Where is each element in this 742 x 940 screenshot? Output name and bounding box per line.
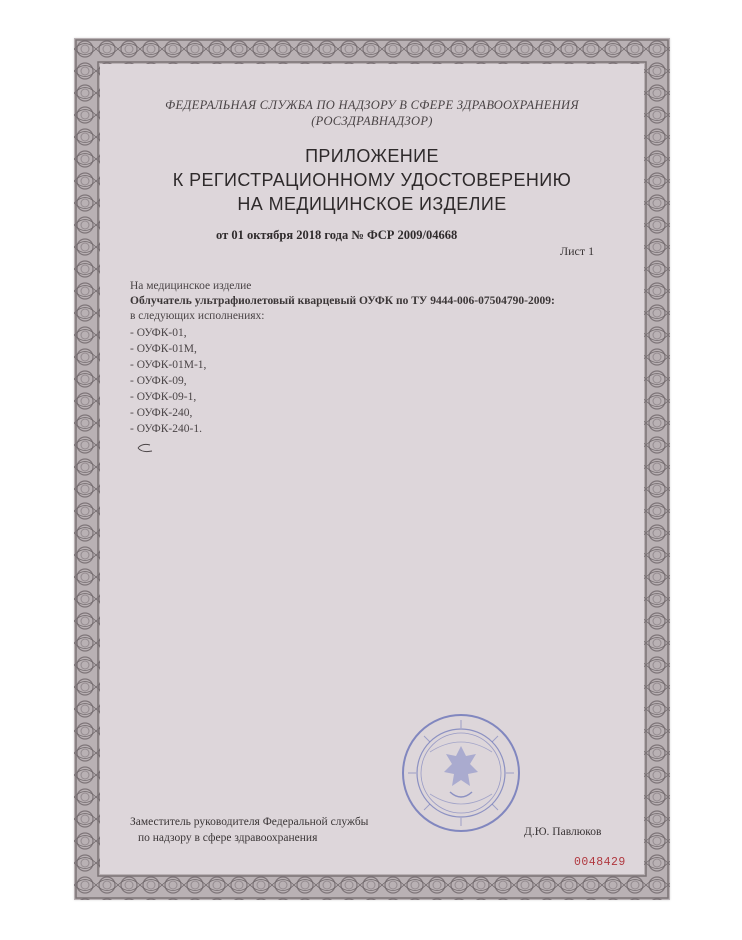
body-intro: На медицинское изделие [130, 280, 252, 292]
list-item: - ОУФК-01М, [130, 343, 197, 355]
certificate-sheet [74, 38, 670, 900]
document-subtitle-2: НА МЕДИЦИНСКОЕ ИЗДЕЛИЕ [237, 194, 507, 214]
device-name: Облучатель ультрафиолетовый кварцевый ОУФК по ТУ 9444-006-07504790-2009: [130, 295, 555, 307]
list-item: - ОУФК-09-1, [130, 391, 197, 403]
variants-intro: в следующих исполнениях: [130, 310, 265, 322]
document-subtitle-1: К РЕГИСТРАЦИОННОМУ УДОСТОВЕРЕНИЮ [172, 170, 572, 190]
official-seal-icon [400, 712, 522, 834]
date-and-number: от 01 октября 2018 года № ФСР 2009/04668 [216, 228, 458, 242]
list-item: - ОУФК-09, [130, 375, 187, 387]
end-mark-icon [136, 442, 154, 454]
list-item: - ОУФК-240, [130, 407, 193, 419]
signer-title-2: по надзору в сфере здравоохранения [138, 832, 318, 844]
serial-number: 0048429 [574, 856, 626, 869]
list-item: - ОУФК-240-1. [130, 423, 202, 435]
list-item: - ОУФК-01, [130, 327, 187, 339]
sheet-number: Лист 1 [560, 244, 595, 258]
document-title: ПРИЛОЖЕНИЕ [305, 146, 439, 166]
agency-name: ФЕДЕРАЛЬНАЯ СЛУЖБА ПО НАДЗОРУ В СФЕРЕ ЗДРАВООХРАНЕНИЯ [165, 98, 579, 112]
agency-abbrev: (РОСЗДРАВНАДЗОР) [311, 114, 433, 128]
list-item: - ОУФК-01М-1, [130, 359, 207, 371]
signer-name: Д.Ю. Павлюков [524, 826, 602, 838]
signer-title-1: Заместитель руководителя Федеральной службы [130, 816, 369, 828]
